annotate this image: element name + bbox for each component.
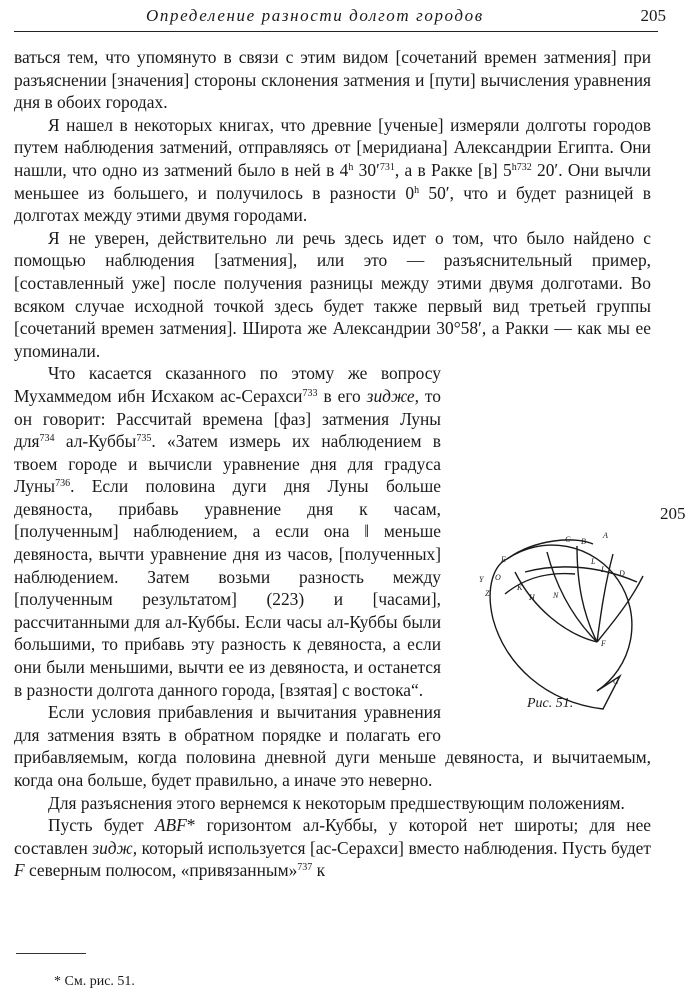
footnote: * См. рис. 51. [54, 974, 135, 989]
paragraph: Я нашел в некоторых книгах, что древние [ученые] измеряли долготы городов путем наблюдения затмений, отправляясь от [меридиана] Александрии Египта. Они нашли, что одно из затмений было в ней в 4$^h$ $30'^{731}$, а в Ракке [в] $5^{h732}$ 20′. Они вычли меньшее из большего, и получилось в разности 0$^h$ 50′, что и будет разницей в долготах между этими двумя городами. [14, 114, 652, 226]
label-a: A [603, 531, 608, 540]
label-h: H [529, 593, 535, 602]
body-text [14, 46, 651, 882]
paragraph-text-a: Что касается сказанного по этому же вопросу Мухаммедом ибн Исхаком ас-Серахси$^{733}$ в его зидже, то он говорит: Рассчитай времена [фаз] затмения Луны для$^{734}$ ал-Куббы$^{735}$. «Затем измерь их наблюдением в твоем городе и вычисли уравнение дня для градуса Луны$^{736}$. Если половина дуги дня Луны больше девяноста, прибавь уравнение дня к часам, [полученным] наблюдением, а если она ‖ меньше девяноста, вычти уравнение дня из часов, [полученных] наблюдением. Затем возьми разность между [полученным результатом] (223) и [часами], рассчитанными для ал-Куббы. Если часы ал-Куббы были большими, то прибавь эту разность к девяноста, а если они были меньшими, вычти ее из девяноста, и останется в разности долгота данного города, [взятая] с востока“. [14, 363, 442, 700]
label-k: K [517, 583, 523, 592]
label-e: E [501, 555, 506, 564]
margin-page-number: 205 [660, 504, 686, 523]
figure-caption: Рис. 51. [527, 696, 574, 711]
label-y: Y [479, 575, 484, 584]
figure-51-drawing [465, 524, 655, 724]
paragraph: ваться тем, что упомянуто в связи с этим видом [сочетаний времен затмения] при разъяснении [значения] стороны склонения затмения и [пути] вычисления уравнения дня в обоих городах. [14, 47, 651, 113]
paragraph: Если условия прибавления и вычитания уравнения для затмения взять в обратном порядке и полагать его прибавляемым, когда половина дневной дуги меньше девяноста, и вычитаемым, когда она больше, будет правильно, а иначе это неверно. [14, 702, 651, 790]
label-c2: C [613, 677, 619, 686]
paragraph: Я не уверен, действительно ли речь здесь идет о том, что было найдено с помощью наблюдения [затмения], или это — разъяснительный пример, [составленный уже] после получения разницы между этими двумя долготами. Во всяком случае исходной точкой здесь будет также первый вид третьей группы [сочетаний времен затмения]. Широта же Александрии 30°58′, а Ракки — как мы ее упоминали. [14, 227, 651, 361]
label-c: C [565, 535, 571, 544]
header-rule [14, 31, 658, 32]
label-b: B [581, 537, 586, 546]
meridian-4 [597, 554, 613, 642]
label-n: N [553, 591, 559, 600]
paragraph: Пусть будет ABF* горизонтом ал-Куббы, у которой нет широты; для нее составлен зидж, который используется [ас-Серахси] вместо наблюдения. Пусть будет F северным полюсом, «привязанным»$^{737}$ к [14, 815, 652, 881]
label-z: Z [485, 589, 490, 598]
paragraph: Для разъяснения этого вернемся к некоторым предшествующим положениям. [48, 792, 625, 813]
figure-51 [465, 524, 655, 724]
running-title: Определение разности долгот городов [146, 6, 484, 25]
page-number: 205 [640, 6, 666, 25]
lower-arc [490, 559, 620, 709]
running-header [14, 4, 666, 30]
label-l: L [591, 557, 596, 566]
footnote-rule [16, 953, 86, 954]
small-arc [505, 574, 575, 594]
label-i: I [601, 565, 604, 574]
label-d: D [619, 569, 625, 578]
meridian-5 [597, 576, 643, 642]
label-f: F [601, 639, 606, 648]
label-o: O [495, 573, 501, 582]
